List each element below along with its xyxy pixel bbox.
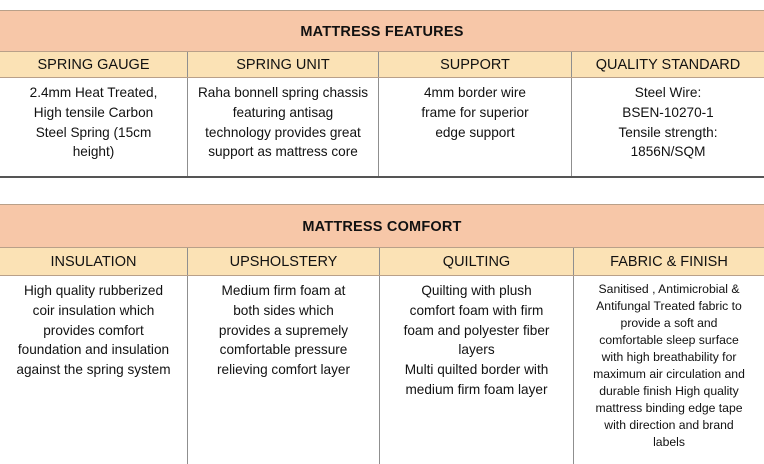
text-line: provides a supremely xyxy=(218,322,349,338)
text-line: provides comfort xyxy=(43,322,144,338)
text-line: with high breathability for xyxy=(601,350,737,364)
text-line: labels xyxy=(653,435,685,449)
cell-fabric-finish xyxy=(574,276,764,464)
text-line: High tensile Carbon xyxy=(33,104,154,120)
text-line: Quilting with plush xyxy=(421,283,532,298)
header-fabric-finish: FABRIC & FINISH xyxy=(610,254,728,270)
header-quilting: QUILTING xyxy=(380,248,574,275)
text-line: durable finish High quality xyxy=(599,384,739,398)
text-line: relieving comfort layer xyxy=(217,362,350,378)
text-line: layers xyxy=(458,342,495,358)
text-line: against the spring system xyxy=(16,362,171,378)
comfort-title: MATTRESS COMFORT xyxy=(0,204,764,248)
text-line: Raha bonnell spring chassis xyxy=(197,85,369,100)
text-line: comfort foam with firm xyxy=(409,302,544,318)
text-line: mattress binding edge tape xyxy=(595,401,743,415)
text-line: foundation and insulation xyxy=(17,342,170,358)
comfort-body-row xyxy=(0,276,764,464)
text-line: High quality rubberized xyxy=(23,283,164,298)
text-line: height) xyxy=(72,144,115,160)
text-line: 2.4mm Heat Treated, xyxy=(29,85,158,100)
text-line: 4mm border wire xyxy=(424,85,526,100)
text-line: frame for superior xyxy=(421,104,529,120)
text-line: coir insulation which xyxy=(32,302,155,318)
text-line: Antifungal Treated fabric to xyxy=(596,299,742,313)
text-line: Sanitised , Antimicrobial & xyxy=(598,282,740,296)
header-insulation: INSULATION xyxy=(0,248,188,275)
header-support: SUPPORT xyxy=(379,52,572,77)
text-line: provide a soft and xyxy=(620,316,718,330)
cell-quilting xyxy=(380,276,574,464)
text-line: BSEN-10270-1 xyxy=(622,104,714,120)
text-line: foam and polyester fiber xyxy=(403,322,550,338)
cell-spring-gauge xyxy=(0,78,188,176)
text-line: maximum air circulation and xyxy=(593,367,745,381)
comfort-header-row xyxy=(0,248,764,276)
text-line: Multi quilted border with xyxy=(404,362,549,378)
cell-insulation xyxy=(0,276,188,464)
features-bottom-rule xyxy=(0,176,764,178)
header-quality-standard: QUALITY STANDARD xyxy=(595,57,741,73)
cell-upsholstery xyxy=(188,276,380,464)
text-line: 1856N/SQM xyxy=(630,144,706,160)
mattress-comfort-table xyxy=(0,204,764,464)
cell-spring-unit xyxy=(188,78,379,176)
text-line: featuring antisag xyxy=(232,104,334,120)
text-line: both sides which xyxy=(233,302,334,318)
header-spring-gauge: SPRING GAUGE xyxy=(0,52,188,77)
cell-support xyxy=(379,78,572,176)
text-line: Steel Spring (15cm xyxy=(35,124,152,140)
header-upsholstery: UPSHOLSTERY xyxy=(188,248,380,275)
text-line: comfortable sleep surface xyxy=(599,333,739,347)
features-header-row xyxy=(0,52,764,78)
text-line: comfortable pressure xyxy=(219,342,348,358)
header-spring-unit: SPRING UNIT xyxy=(188,52,379,77)
text-line: technology provides great xyxy=(205,124,361,140)
features-body-row xyxy=(0,78,764,176)
cell-quality-standard xyxy=(572,78,764,176)
mattress-features-table xyxy=(0,10,764,176)
text-line: with direction and brand xyxy=(604,418,734,432)
text-line: medium firm foam layer xyxy=(405,381,548,397)
text-line: Steel Wire: xyxy=(634,85,702,100)
features-title: MATTRESS FEATURES xyxy=(0,10,764,52)
text-line: support as mattress core xyxy=(208,144,358,160)
text-line: edge support xyxy=(435,124,515,140)
text-line: Medium firm foam at xyxy=(221,283,346,298)
text-line: Tensile strength: xyxy=(618,124,718,140)
